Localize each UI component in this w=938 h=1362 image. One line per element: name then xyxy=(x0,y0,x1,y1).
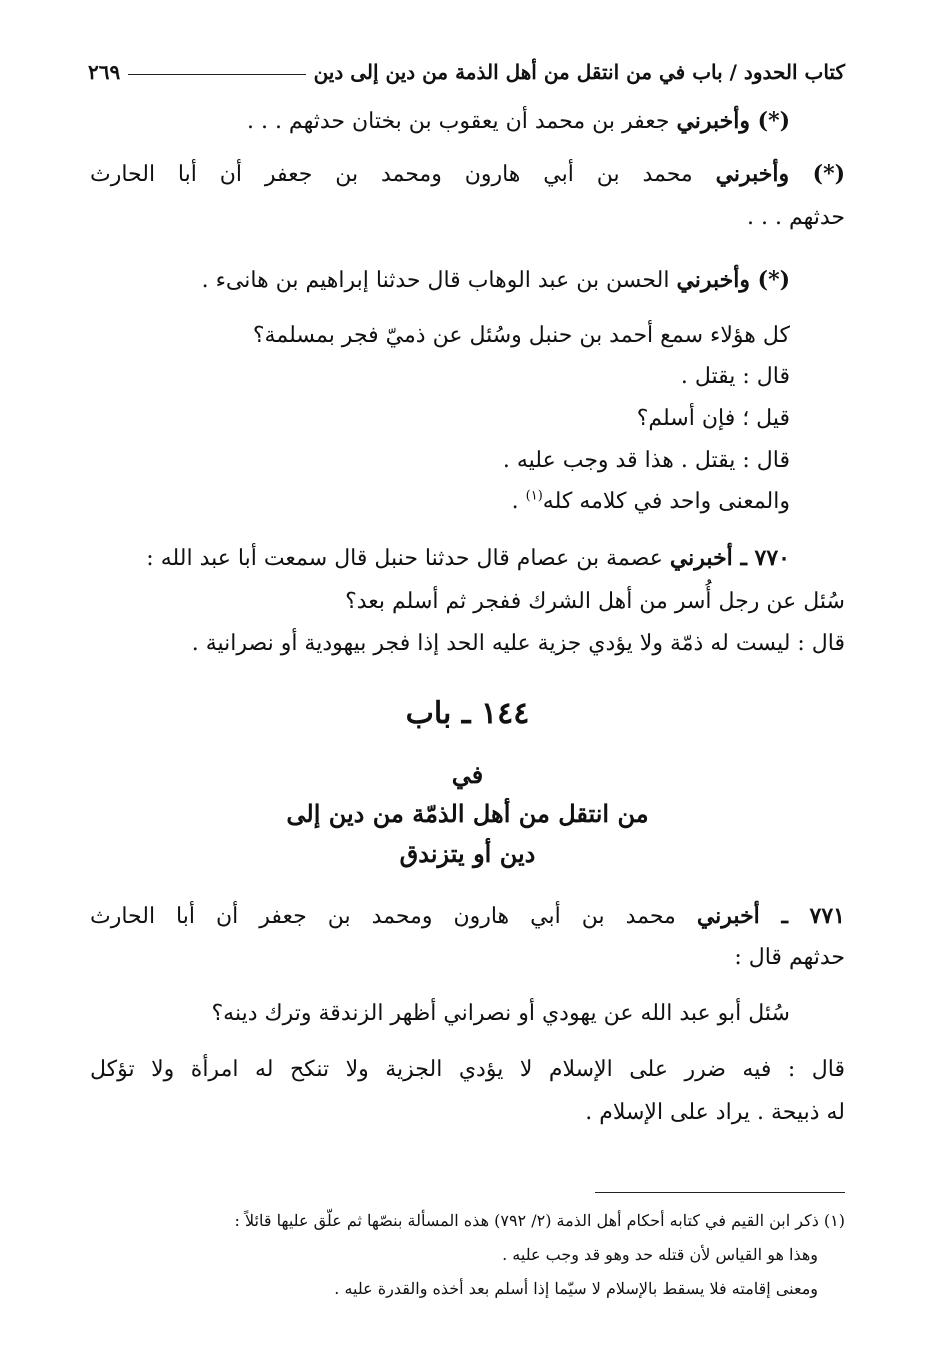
keyword: وأخبرني xyxy=(676,108,751,134)
item-number: ٧٧١ ـ xyxy=(759,903,845,929)
keyword: وأخبرني xyxy=(676,267,751,293)
text-line-6: قال : يقتل . xyxy=(680,364,790,389)
text: الحسن بن عبد الوهاب قال حدثنا إبراهيم بن هانىء . xyxy=(201,268,677,293)
text-line-5: كل هؤلاء سمع أحمد بن حنبل وسُئل عن ذميّ فجر بمسلمة؟ xyxy=(252,323,790,348)
header-title: كتاب الحدود / باب في من انتقل من أهل الذمة من دين إلى دين xyxy=(313,60,845,84)
text-line-3: حدثهم . . . xyxy=(746,205,845,230)
item-number: ٧٧٠ ـ xyxy=(732,545,790,571)
text-line-17: له ذبيحة . يراد على الإسلام . xyxy=(585,1100,845,1125)
keyword: أخبرني xyxy=(696,903,760,929)
text: عصمة بن عصام قال حدثنا حنبل قال سمعت أبا عبد الله : xyxy=(146,546,670,571)
marker: (*) xyxy=(789,161,845,187)
chapter-title-line-2: من انتقل من أهل الذمّة من دين إلى xyxy=(286,799,649,828)
text-end: . xyxy=(511,489,526,514)
text: والمعنى واحد في كلامه كله xyxy=(542,489,790,514)
marker: (*) xyxy=(750,108,790,134)
chapter-title-line-1: في xyxy=(451,760,484,789)
chapter-title-line-3: دين أو يتزندق xyxy=(399,839,536,868)
text: محمد بن أبي هارون ومحمد بن جعفر أن أبا الحارث xyxy=(90,904,697,929)
text-line-16: قال : فيه ضرر على الإسلام لا يؤدي الجزية ولا تنكح له امرأة ولا تؤكل xyxy=(90,1057,845,1082)
text-line-2 xyxy=(90,156,845,193)
text: جعفر بن محمد أن يعقوب بن بختان حدثهم . . . xyxy=(246,109,677,134)
text-line-7: قيل ؛ فإن أسلم؟ xyxy=(636,406,790,431)
text-line-10 xyxy=(146,540,790,577)
text-line-12: قال : ليست له ذمّة ولا يؤدي جزية عليه الحد إذا فجر بيهودية أو نصرانية . xyxy=(191,631,845,656)
text-line-14: حدثهم قال : xyxy=(734,945,845,970)
page-number: ٢٦٩ xyxy=(88,60,121,84)
text-line-8: قال : يقتل . هذا قد وجب عليه . xyxy=(502,448,790,473)
marker: (*) xyxy=(750,267,790,293)
text-line-11: سُئل عن رجل أُسر من أهل الشرك ففجر ثم أسلم بعد؟ xyxy=(345,589,845,614)
running-header xyxy=(88,50,845,84)
keyword: وأخبرني xyxy=(715,161,790,187)
text-line-9 xyxy=(512,484,790,520)
footnote-rule xyxy=(595,1192,845,1193)
text: محمد بن أبي هارون ومحمد بن جعفر أن أبا الحارث xyxy=(90,162,716,187)
text-line-4 xyxy=(202,262,790,299)
footnote-ref: (١) xyxy=(525,488,543,504)
keyword: أخبرني xyxy=(669,545,733,571)
header-rule xyxy=(128,74,305,75)
text-line-13 xyxy=(90,898,845,935)
text-line-15: سُئل أبو عبد الله عن يهودي أو نصراني أظهر الزندقة وترك دينه؟ xyxy=(211,1001,790,1026)
footnote-line-1: (١) ذكر ابن القيم في كتابه أحكام أهل الذمة (٢/ ٧٩٢) هذه المسألة بنصّها ثم علّق عليها قائلاً : xyxy=(234,1211,845,1230)
footnote-line-3: ومعنى إقامته فلا يسقط بالإسلام لا سيّما إذا أسلم بعد أخذه والقدرة عليه . xyxy=(334,1279,818,1298)
chapter-number: ١٤٤ ـ باب xyxy=(405,696,530,731)
footnote-line-2: وهذا هو القياس لأن قتله حد وهو قد وجب عليه . xyxy=(502,1245,818,1264)
text-line-1 xyxy=(247,103,790,140)
